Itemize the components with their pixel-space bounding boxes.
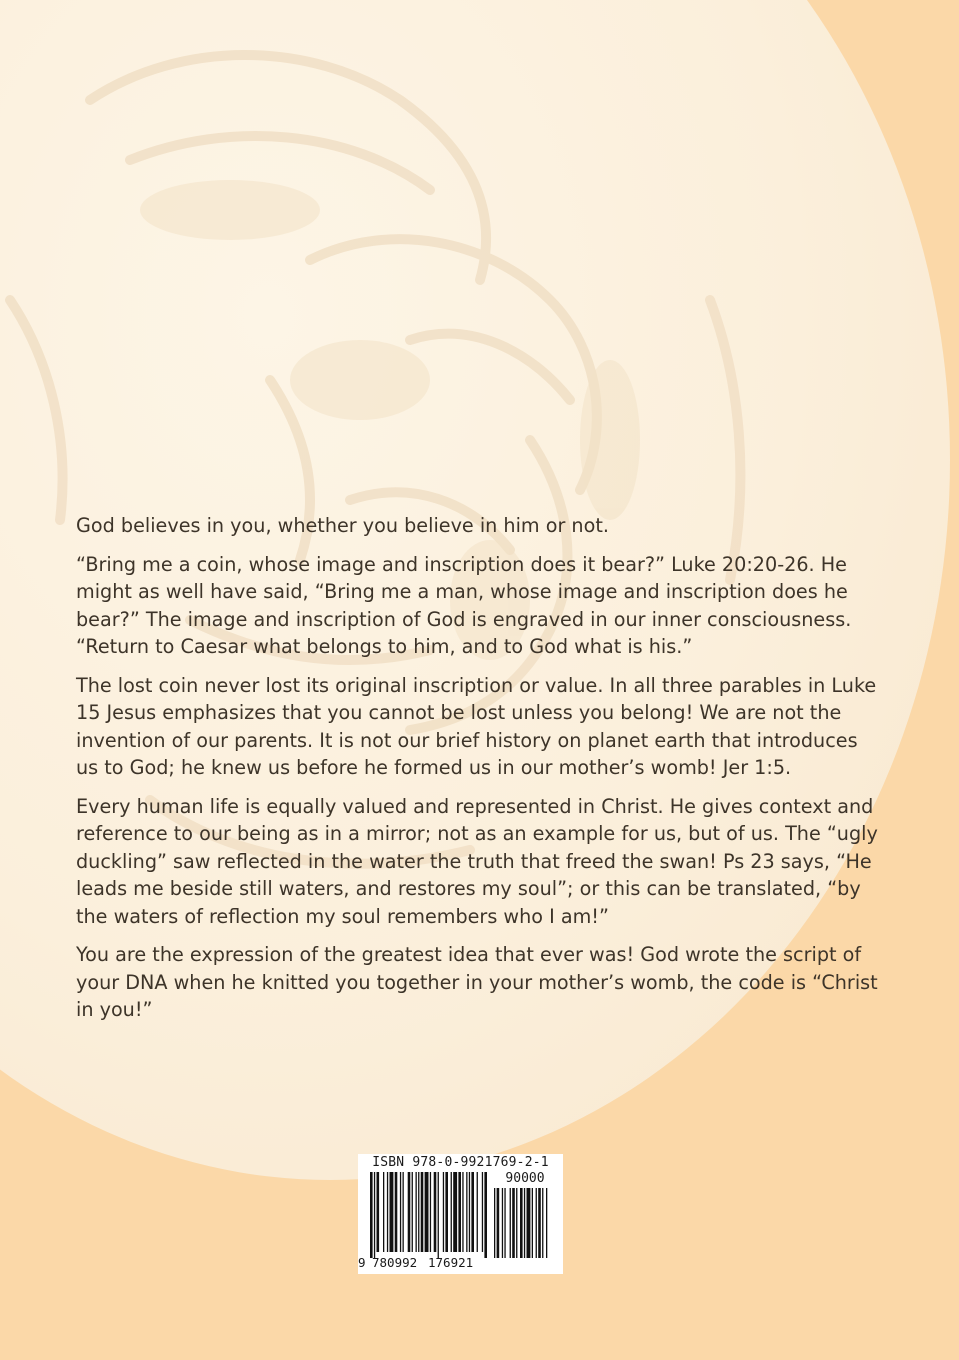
barcode-bar — [462, 1172, 463, 1252]
addon-bar — [538, 1188, 541, 1258]
barcode-bar — [466, 1172, 467, 1252]
barcode-bar — [403, 1172, 404, 1252]
barcode-bar — [453, 1172, 457, 1252]
paragraph-3: The lost coin never lost its original inscription or value. In all three parables in Luke 15 Jesus emphasizes that you cannot be lost unless you belong! We are not the invention of our parents. It is not our brief history on planet earth that introduces us to God; he knew us before he formed us in our mother’s womb! Jer 1:5. — [76, 673, 877, 779]
paragraph-5: You are the expression of the greatest idea that ever was! God wrote the script of your DNA when he knitted you together in your mother’s womb, the code is “Christ in you!” — [76, 943, 878, 1021]
ean-left-group: 780992 — [372, 1255, 418, 1270]
addon-bar — [520, 1188, 523, 1258]
back-cover-text — [76, 512, 881, 1035]
addon-bar — [532, 1188, 533, 1258]
barcode-bar — [471, 1172, 474, 1252]
barcode-bar — [482, 1172, 483, 1252]
barcode-bar — [390, 1172, 394, 1252]
addon-bar — [512, 1188, 515, 1258]
addon-bar — [516, 1188, 517, 1258]
addon-code: 90000 — [505, 1171, 545, 1186]
addon-bar — [502, 1188, 503, 1258]
barcode-bar — [383, 1172, 384, 1252]
barcode-bar — [387, 1172, 388, 1252]
ean-first-digit: 9 — [358, 1255, 366, 1270]
barcode-bar — [374, 1172, 375, 1258]
barcode-bar — [430, 1172, 431, 1252]
addon-bar — [510, 1188, 511, 1258]
isbn-barcode — [358, 1154, 563, 1274]
barcode-bar — [443, 1172, 444, 1252]
addon-bar — [497, 1188, 500, 1258]
paragraph-1: God believes in you, whether you believe in him or not. — [76, 514, 609, 537]
barcode-bar — [484, 1172, 487, 1258]
barcode-bar — [408, 1172, 411, 1252]
isbn-label: ISBN 978-0-9921769-2-1 — [372, 1155, 549, 1170]
barcode-bar — [477, 1172, 478, 1252]
paragraph-2: “Bring me a coin, whose image and inscription does it bear?” Luke 20:20-26. He might as well have said, “Bring me a man, whose image and inscription does he bear?” The image and inscription of God is engraved in our inner consciousness. “Return to Caesar what belongs to him, and to God what is his.” — [76, 552, 852, 658]
barcode-bar — [416, 1172, 417, 1252]
barcode-bar — [469, 1172, 470, 1252]
addon-bar — [494, 1188, 495, 1258]
barcode-bar — [451, 1172, 452, 1252]
barcode-bar — [434, 1172, 437, 1252]
addon-bar — [542, 1188, 543, 1258]
barcode-bar — [412, 1172, 413, 1252]
barcode-bar — [370, 1172, 373, 1258]
addon-bar — [524, 1188, 525, 1258]
paragraph-4: Every human life is equally valued and represented in Christ. He gives context and reference to our being as in a mirror; not as an example for us, but of us. The “ugly duckling” saw reflected in the water the truth that freed the swan! Ps 23 says, “He leads me beside still waters, and restores my soul”; or this can be translated, “by the waters of reflection my soul remembers who I am!” — [76, 794, 878, 928]
barcode-bar — [425, 1172, 429, 1252]
barcode-bar — [438, 1172, 439, 1258]
ean-right-group: 176921 — [428, 1255, 474, 1270]
barcode-bar — [395, 1172, 398, 1252]
barcode-bar — [418, 1172, 419, 1252]
barcode-bar — [445, 1172, 448, 1252]
addon-bar — [536, 1188, 537, 1258]
barcode-bar — [400, 1172, 401, 1252]
addon-bar — [527, 1188, 531, 1258]
addon-bar — [546, 1188, 547, 1258]
barcode-bar — [421, 1172, 424, 1252]
addon-bar — [504, 1188, 505, 1258]
barcode-bar — [458, 1172, 461, 1252]
barcode-bar — [377, 1172, 380, 1252]
